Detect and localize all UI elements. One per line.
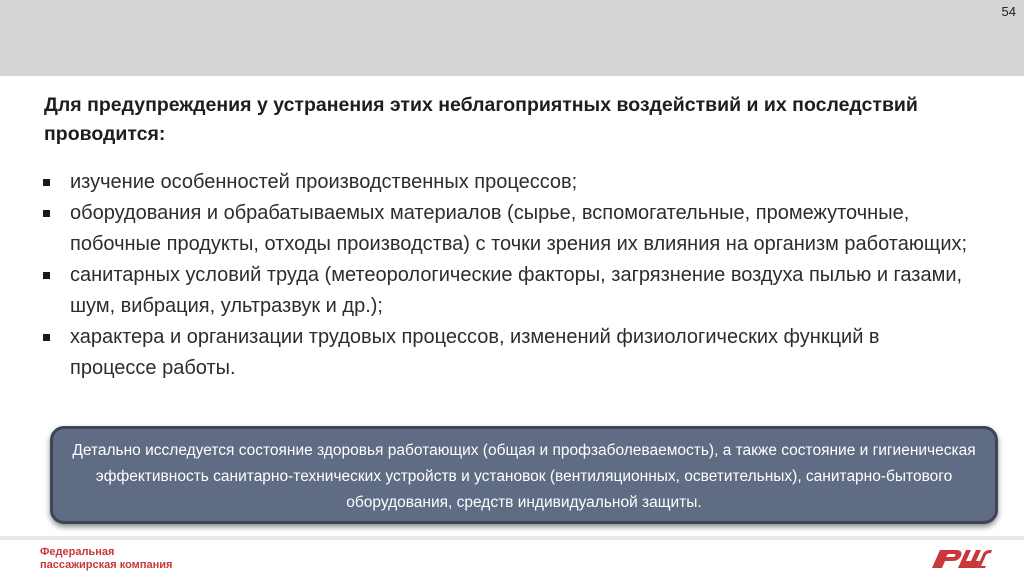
company-name-line-1: Федеральная [40,546,115,558]
bullet-item [40,167,970,198]
bullet-text: санитарных условий труда (метеорологические факторы, загрязнение воздуха пылью и газами, шум, вибрация, ультразвук и др.); [70,264,963,317]
header-band [0,0,1024,76]
company-name-line-2: пассажирская компания [40,559,173,571]
bullet-text: изучение особенностей производственных процессов; [70,171,578,193]
bullet-item [40,260,970,322]
callout-box [50,426,998,524]
slide-heading: Для предупреждения у устранения этих неблагоприятных воздействий и их последствий проводится: [44,94,918,145]
bullet-list [40,167,970,384]
bullet-item [40,322,970,384]
square-bullet-icon [43,272,50,279]
square-bullet-icon [43,334,50,341]
bullet-item [40,198,970,260]
page-number: 54 [1001,4,1016,19]
square-bullet-icon [43,179,50,186]
square-bullet-icon [43,210,50,217]
bullet-text: характера и организации трудовых процессов, изменений физиологических функций в процессе работы. [70,326,880,379]
callout-text: Детально исследуется состояние здоровья работающих (общая и профзаболеваемость), а также состояние и гигиеническая эффективность санитарно-технических устройств и установок (вентиляционных, осветительных), санитарно-бытового оборудования, средств индивидуальной защиты. [72,442,976,511]
footer-divider [0,536,1024,540]
rzd-logo-icon [930,544,992,572]
bullet-text: оборудования и обрабатываемых материалов (сырье, вспомогательные, промежуточные, побочные продукты, отходы производства) с точки зрения их влияния на организм работающих; [70,202,968,255]
company-name [40,546,172,572]
